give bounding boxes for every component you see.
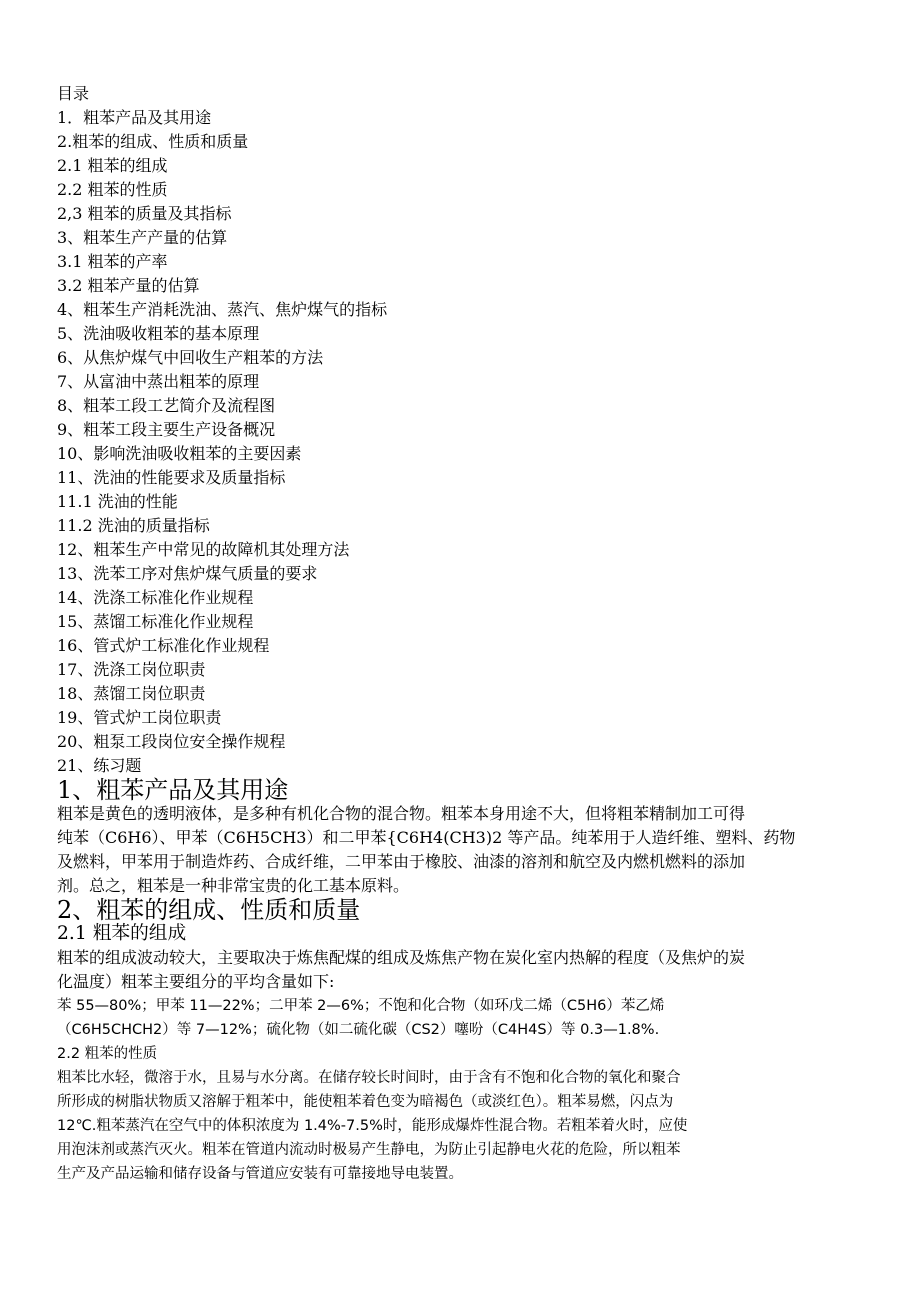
paragraph-line: 及燃料，甲苯用于制造炸药、合成纤维，二甲苯由于橡胶、油漆的溶剂和航空及内燃机燃料的添加 xyxy=(57,852,746,871)
toc-item: 2,3 粗苯的质量及其指标 xyxy=(57,204,232,223)
toc-item: 8、粗苯工段工艺简介及流程图 xyxy=(57,396,276,415)
paragraph-line: 粗苯的组成波动较大，主要取决于炼焦配煤的组成及炼焦产物在炭化室内热解的程度（及焦炉的炭 xyxy=(57,948,746,967)
section-1-heading: 1、粗苯产品及其用途 xyxy=(57,776,289,804)
toc-item: 1．粗苯产品及其用途 xyxy=(57,108,212,127)
section-1-paragraph xyxy=(57,802,867,898)
toc-item: 5、洗油吸收粗苯的基本原理 xyxy=(57,324,260,343)
section-2-1-composition xyxy=(57,994,867,1042)
paragraph-line: 所形成的树脂状物质又溶解于粗苯中，能使粗苯着色变为暗褐色（或淡红色）。粗苯易燃，闪点为 xyxy=(57,1094,674,1110)
toc-item: 13、洗苯工序对焦炉煤气质量的要求 xyxy=(57,564,318,583)
toc-item: 11.1 洗油的性能 xyxy=(57,492,178,511)
toc-item: 14、洗涤工标准化作业规程 xyxy=(57,588,254,607)
paragraph-line: 粗苯比水轻，微溶于水，且易与水分离。在储存较长时间时，由于含有不饱和化合物的氧化和聚合 xyxy=(57,1070,681,1086)
paragraph-line: 剂。总之，粗苯是一种非常宝贵的化工基本原料。 xyxy=(57,876,410,895)
toc-title: 目录 xyxy=(57,84,90,103)
toc-item: 10、影响洗油吸收粗苯的主要因素 xyxy=(57,444,302,463)
toc-item: 16、管式炉工标准化作业规程 xyxy=(57,636,270,655)
section-2-1-paragraph xyxy=(57,946,867,994)
toc-item: 7、从富油中蒸出粗苯的原理 xyxy=(57,372,260,391)
table-of-contents xyxy=(57,106,867,778)
toc-item: 2.2 粗苯的性质 xyxy=(57,180,168,199)
paragraph-line: 苯 55—80%；甲苯 11—22%；二甲苯 2—6%；不饱和化合物（如环戊二烯（C5H6）苯乙烯 xyxy=(57,998,665,1014)
paragraph-line: 12℃.粗苯蒸汽在空气中的体积浓度为 1.4%-7.5%时，能形成爆炸性混合物。若粗苯着火时，应使 xyxy=(57,1118,688,1134)
toc-item: 11、洗油的性能要求及质量指标 xyxy=(57,468,286,487)
toc-item: 3.2 粗苯产量的估算 xyxy=(57,276,200,295)
paragraph-line: 用泡沫剂或蒸汽灭火。粗苯在管道内流动时极易产生静电，为防止引起静电火花的危险，所以粗苯 xyxy=(57,1142,681,1158)
toc-item: 4、粗苯生产消耗洗油、蒸汽、焦炉煤气的指标 xyxy=(57,300,388,319)
paragraph-line: （C6H5CHCH2）等 7—12%；硫化物（如二硫化碳（CS2）噻吩（C4H4S）等 0.3—1.8%. xyxy=(57,1022,660,1038)
toc-item: 19、管式炉工岗位职责 xyxy=(57,708,222,727)
section-2-heading: 2、粗苯的组成、性质和质量 xyxy=(57,896,361,924)
toc-item: 3.1 粗苯的产率 xyxy=(57,252,168,271)
paragraph-line: 化温度）粗苯主要组分的平均含量如下: xyxy=(57,972,335,991)
toc-item: 15、蒸馏工标准化作业规程 xyxy=(57,612,254,631)
paragraph-line: 纯苯（C6H6）、甲苯（C6H5CH3）和二甲苯{C6H4(CH3)2 等产品。纯苯用于人造纤维、塑料、药物 xyxy=(57,828,796,847)
toc-item: 6、从焦炉煤气中回收生产粗苯的方法 xyxy=(57,348,324,367)
toc-item: 18、蒸馏工岗位职责 xyxy=(57,684,206,703)
toc-item: 2.1 粗苯的组成 xyxy=(57,156,168,175)
paragraph-line: 粗苯是黄色的透明液体，是多种有机化合物的混合物。粗苯本身用途不大，但将粗苯精制加工可得 xyxy=(57,804,746,823)
toc-item: 3、粗苯生产产量的估算 xyxy=(57,228,228,247)
toc-item: 20、粗泵工段岗位安全操作规程 xyxy=(57,732,286,751)
section-2-1-heading: 2.1 粗苯的组成 xyxy=(57,923,187,944)
section-2-2-paragraph xyxy=(57,1066,867,1186)
toc-item: 17、洗涤工岗位职责 xyxy=(57,660,206,679)
toc-item: 11.2 洗油的质量指标 xyxy=(57,516,210,535)
section-2-2-heading: 2.2 粗苯的性质 xyxy=(57,1046,158,1062)
toc-item: 2.粗苯的组成、性质和质量 xyxy=(57,132,249,151)
paragraph-line: 生产及产品运输和储存设备与管道应安装有可靠接地导电装置。 xyxy=(57,1166,463,1182)
toc-item: 12、粗苯生产中常见的故障机其处理方法 xyxy=(57,540,350,559)
toc-item: 21、练习题 xyxy=(57,756,142,775)
document-page xyxy=(57,82,867,1186)
toc-item: 9、粗苯工段主要生产设备概况 xyxy=(57,420,276,439)
